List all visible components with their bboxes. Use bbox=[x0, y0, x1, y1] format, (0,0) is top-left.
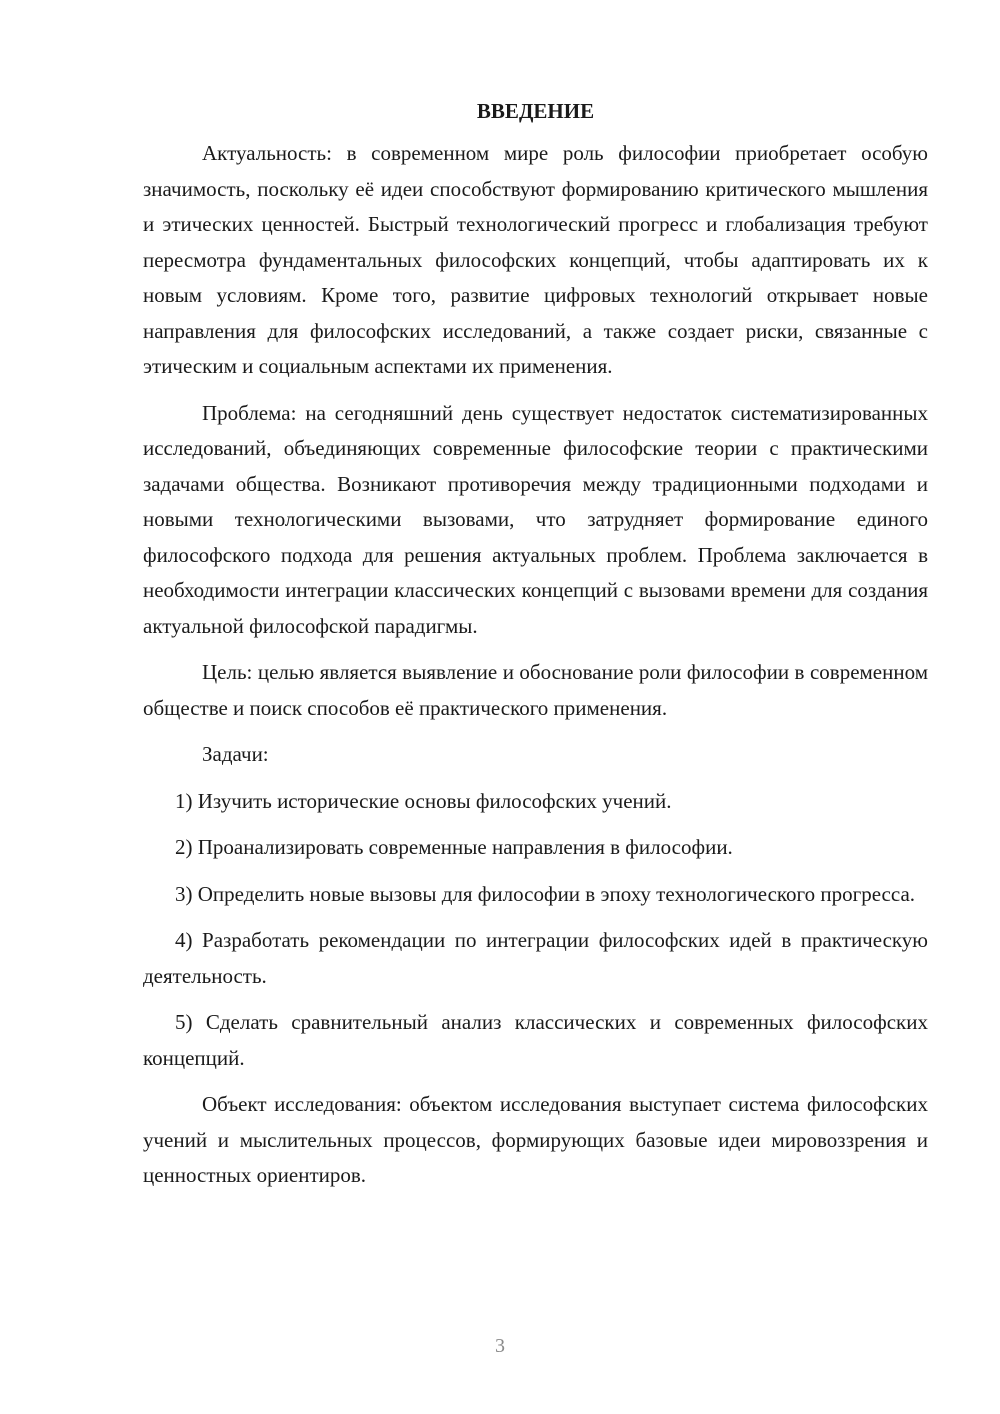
paragraph-goal: Цель: целью является выявление и обоснование роли философии в современном обществе и поиск способов её практического применения. bbox=[143, 660, 928, 720]
paragraph-relevance: Актуальность: в современном мире роль философии приобретает особую значимость, поскольку её идеи способствуют формированию критического мышления и этических ценностей. Быстрый технологический прогресс и глобализация требуют пересмотра фундаментальных философских концепций, чтобы адаптировать их к новым условиям. Кроме того, развитие цифровых технологий открывает новые направления для философских исследований, а также создает риски, связанные с этическим и социальным аспектами их применения. bbox=[143, 141, 928, 378]
task-item: 2) Проанализировать современные направления в философии. bbox=[175, 835, 733, 859]
paragraph-problem: Проблема: на сегодняшний день существует недостаток систематизированных исследований, объединяющих современные философские теории с практическими задачами общества. Возникают противоречия между традиционными подходами и новыми технологическими вызовами, что затрудняет формирование единого философского подхода для решения актуальных проблем. Проблема заключается в необходимости интеграции классических концепций с вызовами времени для создания актуальной философской парадигмы. bbox=[143, 400, 928, 638]
paragraph-object: Объект исследования: объектом исследования выступает система философских учений и мыслительных процессов, формирующих базовые идеи мировоззрения и ценностных ориентиров. bbox=[143, 1092, 928, 1187]
tasks-label: Задачи: bbox=[202, 742, 269, 766]
task-item: 3) Определить новые вызовы для философии в эпоху технологического прогресса. bbox=[175, 881, 916, 906]
task-item: 5) Сделать сравнительный анализ классических и современных философских концепций. bbox=[143, 1010, 928, 1070]
page-number: 3 bbox=[495, 1335, 505, 1357]
page-content bbox=[143, 96, 928, 1205]
task-item: 4) Разработать рекомендации по интеграции философских идей в практическую деятельность. bbox=[143, 928, 928, 988]
section-title: ВВЕДЕНИЕ bbox=[476, 99, 595, 123]
task-item: 1) Изучить исторические основы философских учений. bbox=[175, 788, 672, 813]
